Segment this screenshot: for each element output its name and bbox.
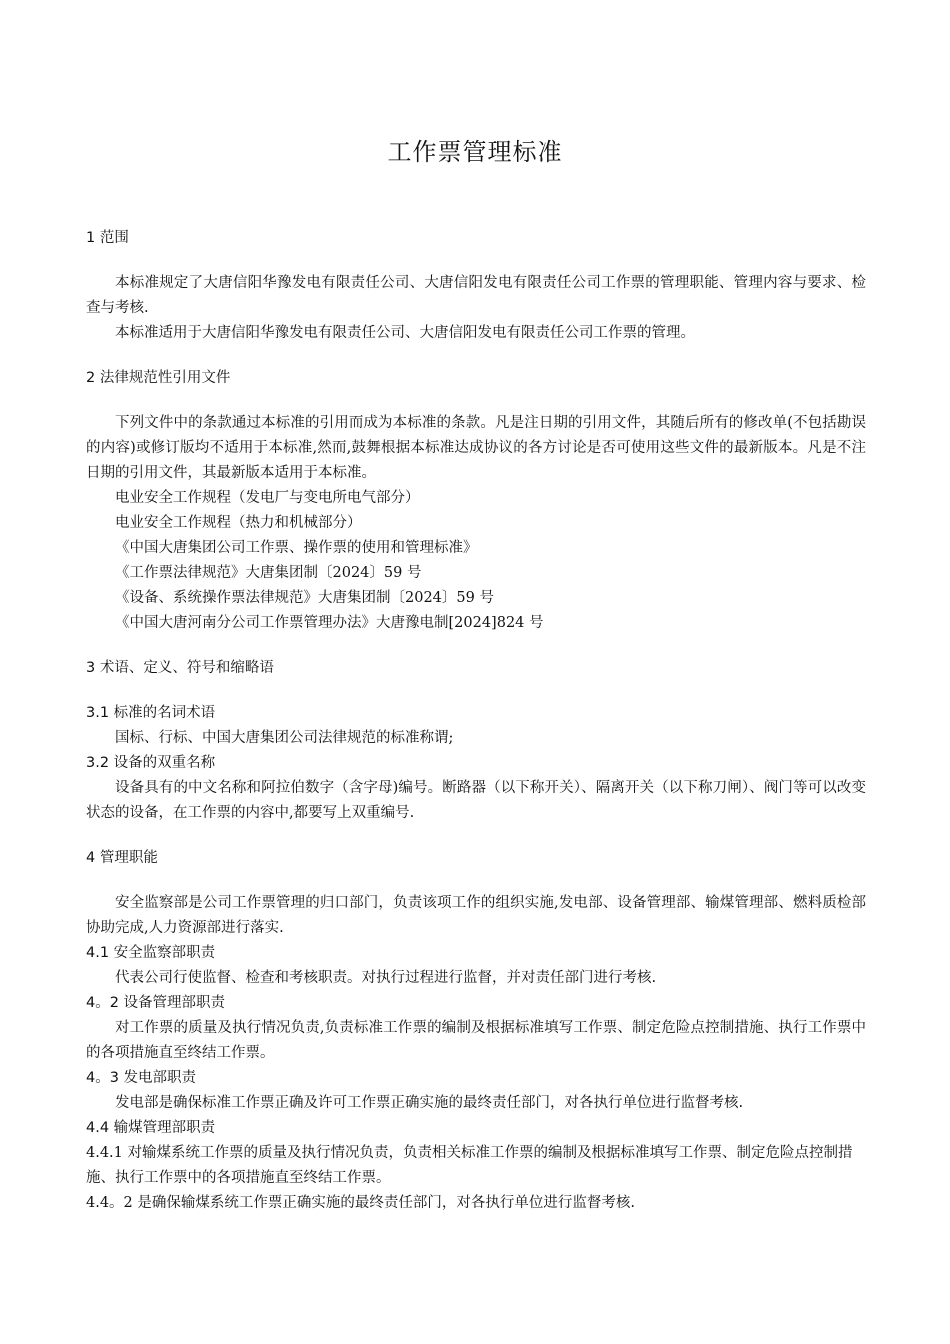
section-heading-terms: 3 术语、定义、符号和缩略语 <box>86 660 274 676</box>
paragraph: 设备具有的中文名称和阿拉伯数字（含字母)编号。断路器（以下称开关）、隔离开关（以下称刀闸）、阀门等可以改变状态的设备，在工作票的内容中,都要写上双重编号. <box>86 780 866 821</box>
paragraph: 对工作票的质量及执行情况负责,负责标准工作票的编制及根据标准填写工作票、制定危险点控制措施、执行工作票中的各项措施直至终结工作票。 <box>86 1020 866 1061</box>
paragraph: 下列文件中的条款通过本标准的引用而成为本标准的条款。凡是注日期的引用文件，其随后所有的修改单(不包括勘误的内容)或修订版均不适用于本标准,然而,鼓舞根据本标准达成协议的各方讨论是否可使用这些文件的最新版本。凡是不注日期的引用文件，其最新版本适用于本标准。 <box>86 415 866 481</box>
section-heading-scope: 1 范围 <box>86 230 129 246</box>
paragraph: 代表公司行使监督、检查和考核职责。对执行过程进行监督，并对责任部门进行考核. <box>115 970 657 986</box>
reference-item: 《设备、系统操作票法律规范》大唐集团制〔2024〕59 号 <box>115 590 494 606</box>
subsection-heading: 4.1 安全监察部职责 <box>86 945 216 961</box>
paragraph: 安全监察部是公司工作票管理的归口部门，负责该项工作的组织实施,发电部、设备管理部、输煤管理部、燃料质检部协助完成,人力资源部进行落实. <box>86 895 866 936</box>
numbered-item: 4.4.1 对输煤系统工作票的质量及执行情况负责，负责相关标准工作票的编制及根据标准填写工作票、制定危险点控制措施、执行工作票中的各项措施直至终结工作票。 <box>86 1145 853 1186</box>
reference-item: 电业安全工作规程（发电厂与变电所电气部分） <box>115 490 420 506</box>
paragraph: 本标准规定了大唐信阳华豫发电有限责任公司、大唐信阳发电有限责任公司工作票的管理职能、管理内容与要求、检查与考核. <box>86 275 866 316</box>
numbered-item: 4.4。2 是确保输煤系统工作票正确实施的最终责任部门，对各执行单位进行监督考核. <box>86 1195 636 1211</box>
reference-item: 电业安全工作规程（热力和机械部分） <box>115 515 362 531</box>
subsection-heading: 4.4 输煤管理部职责 <box>86 1120 216 1136</box>
subsection-heading: 3.1 标准的名词术语 <box>86 705 216 721</box>
paragraph: 国标、行标、中国大唐集团公司法律规范的标准称谓; <box>115 730 454 746</box>
document-body <box>86 226 866 1216</box>
paragraph: 本标准适用于大唐信阳华豫发电有限责任公司、大唐信阳发电有限责任公司工作票的管理。 <box>115 325 695 341</box>
paragraph: 发电部是确保标准工作票正确及许可工作票正确实施的最终责任部门，对各执行单位进行监督考核. <box>115 1095 744 1111</box>
reference-item: 《工作票法律规范》大唐集团制〔2024〕59 号 <box>115 565 422 581</box>
reference-item: 《中国大唐集团公司工作票、操作票的使用和管理标准》 <box>115 540 478 556</box>
subsection-heading: 4。3 发电部职责 <box>86 1070 197 1086</box>
section-heading-references: 2 法律规范性引用文件 <box>86 370 231 386</box>
subsection-heading: 3.2 设备的双重名称 <box>86 755 216 771</box>
reference-item: 《中国大唐河南分公司工作票管理办法》大唐豫电制[2024]824 号 <box>115 615 544 631</box>
document-title: 工作票管理标准 <box>387 138 563 166</box>
section-heading-responsibilities: 4 管理职能 <box>86 850 158 866</box>
subsection-heading: 4。2 设备管理部职责 <box>86 995 226 1011</box>
